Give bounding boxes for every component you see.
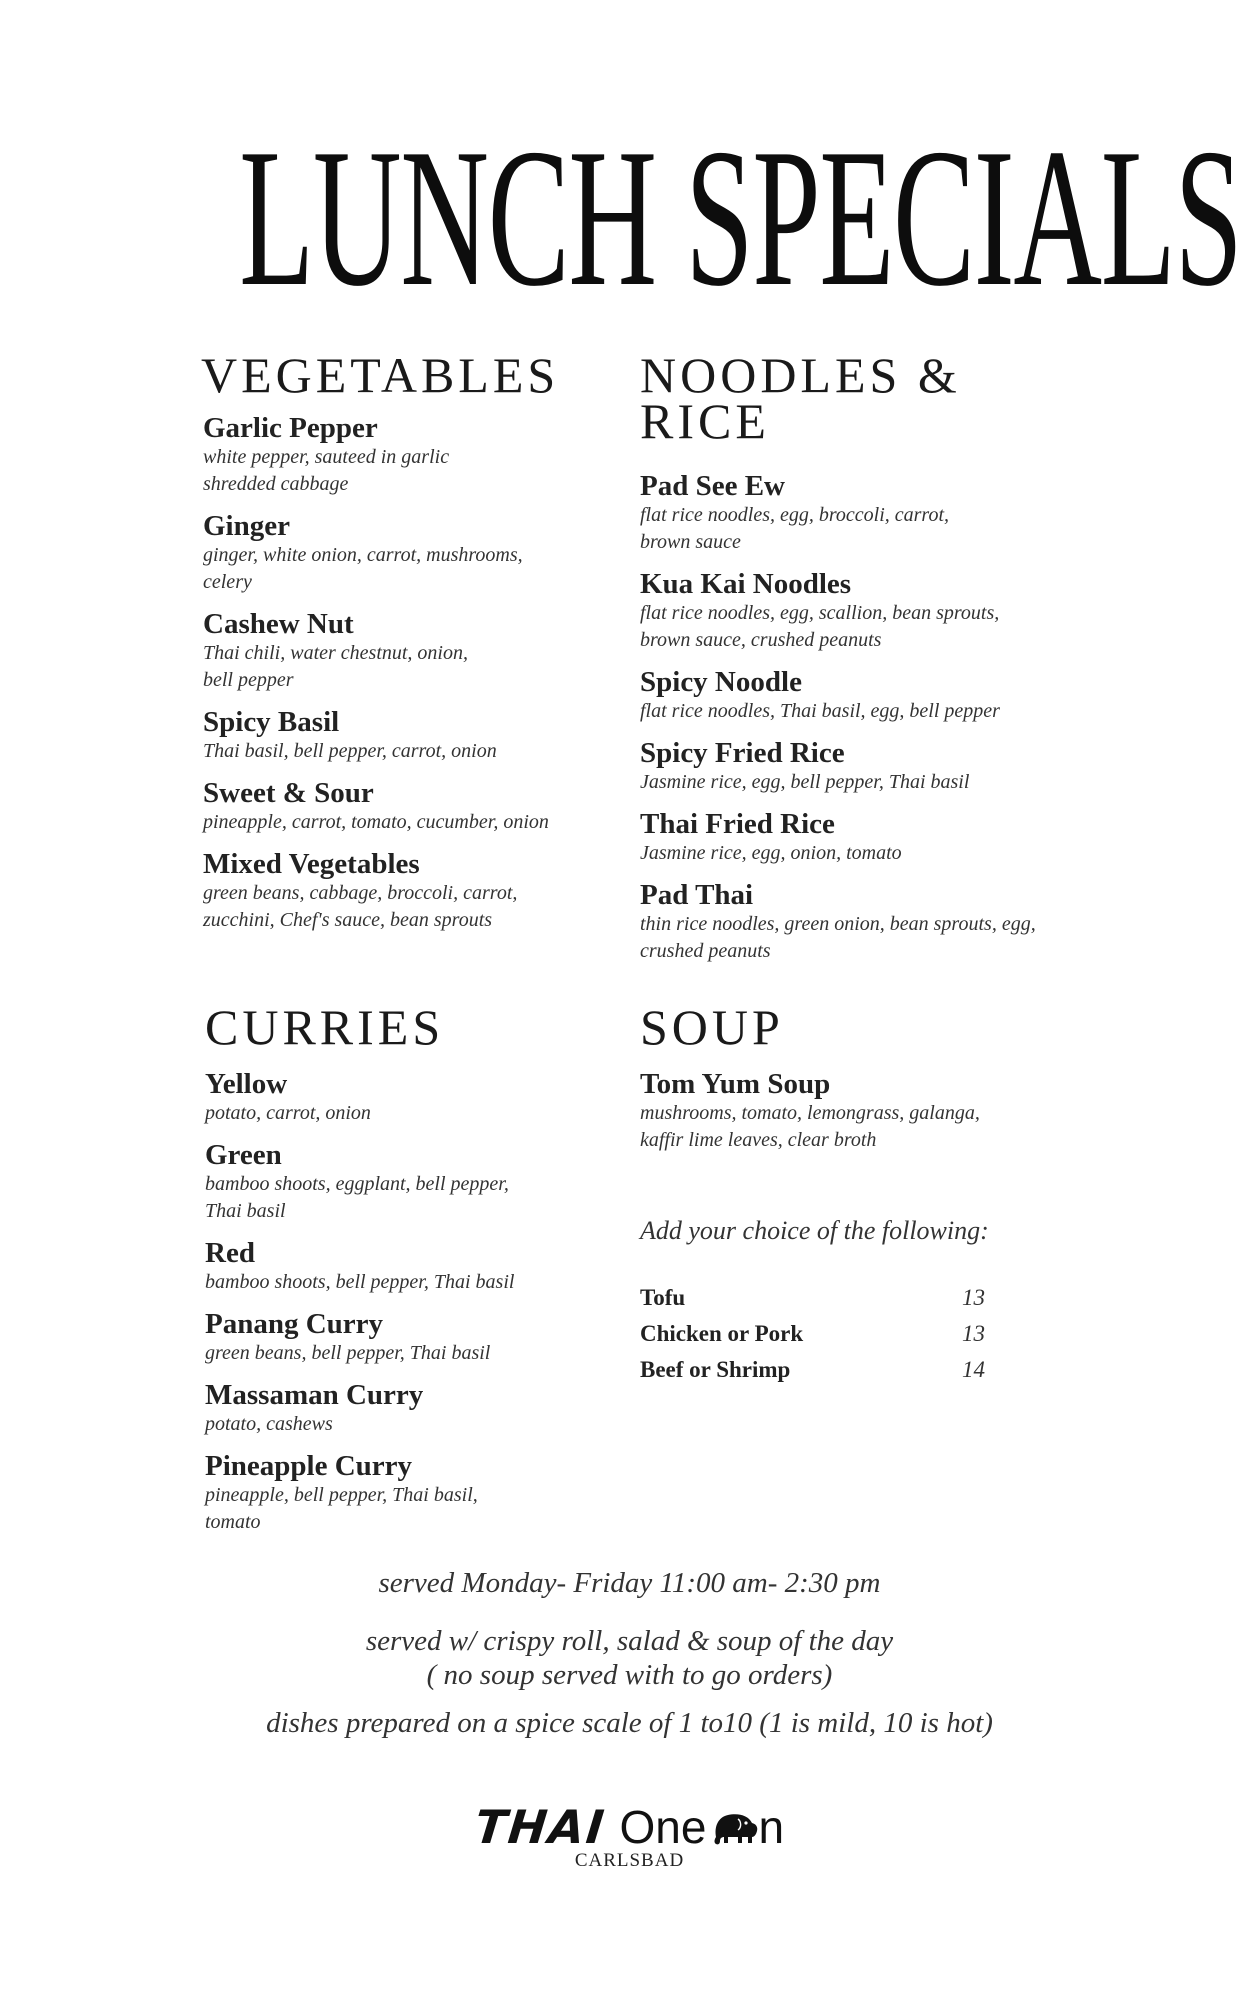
section-heading: VEGETABLES bbox=[201, 347, 560, 403]
menu-item-description: bamboo shoots, eggplant, bell pepper, Thai basil bbox=[205, 1173, 509, 1222]
section-heading: NOODLES & RICE bbox=[640, 347, 961, 449]
menu-item-description: flat rice noodles, egg, scallion, bean sprouts, brown sauce, crushed peanuts bbox=[640, 602, 1000, 651]
menu-item-description: pineapple, bell pepper, Thai basil, tomato bbox=[205, 1484, 478, 1533]
menu-item bbox=[640, 737, 1080, 796]
protein-name: Tofu bbox=[640, 1285, 686, 1310]
protein-price-row bbox=[640, 1352, 985, 1388]
menu-list bbox=[640, 1068, 1080, 1154]
menu-item bbox=[640, 879, 1080, 965]
protein-price-row bbox=[640, 1316, 985, 1352]
menu-list bbox=[640, 470, 1080, 965]
menu-item-name: Red bbox=[205, 1237, 255, 1269]
served-with-note: served w/ crispy roll, salad & soup of the day bbox=[365, 1625, 894, 1657]
menu-list bbox=[203, 412, 583, 934]
protein-name: Beef or Shrimp bbox=[640, 1357, 791, 1382]
menu-item bbox=[640, 1068, 1080, 1154]
section-heading: CURRIES bbox=[205, 999, 445, 1055]
menu-item bbox=[203, 848, 583, 934]
menu-item-name: Kua Kai Noodles bbox=[640, 568, 852, 600]
noodles-rice-section bbox=[640, 347, 1080, 977]
protein-name: Chicken or Pork bbox=[640, 1321, 804, 1346]
menu-item bbox=[640, 470, 1080, 556]
menu-item bbox=[205, 1237, 585, 1296]
menu-item-description: green beans, cabbage, broccoli, carrot, zucchini, Chef's sauce, bean sprouts bbox=[203, 882, 518, 931]
menu-item bbox=[205, 1068, 585, 1127]
menu-list bbox=[205, 1068, 585, 1536]
menu-item-name: Spicy Fried Rice bbox=[640, 737, 845, 769]
menu-item-description: ginger, white onion, carrot, mushrooms, celery bbox=[203, 544, 523, 593]
menu-item bbox=[205, 1308, 585, 1367]
menu-item bbox=[203, 412, 583, 498]
menu-item bbox=[640, 808, 1080, 867]
logo-location: CARLSBAD bbox=[574, 1850, 685, 1871]
protein-price-row bbox=[640, 1280, 985, 1316]
menu-item-name: Pineapple Curry bbox=[205, 1450, 413, 1482]
logo-thai: THAI bbox=[472, 1800, 609, 1854]
menu-item-name: Ginger bbox=[203, 510, 290, 542]
elephant-icon bbox=[708, 1807, 760, 1847]
menu-item bbox=[205, 1450, 585, 1536]
no-soup-note: ( no soup served with to go orders) bbox=[426, 1659, 833, 1691]
menu-item bbox=[640, 568, 1080, 654]
menu-item-description: green beans, bell pepper, Thai basil bbox=[205, 1342, 491, 1364]
menu-item-name: Pad Thai bbox=[640, 879, 754, 911]
menu-item-description: bamboo shoots, bell pepper, Thai basil bbox=[205, 1271, 515, 1293]
section-heading: SOUP bbox=[640, 999, 784, 1055]
menu-item bbox=[203, 706, 583, 765]
spice-scale-note: dishes prepared on a spice scale of 1 to10 (1 is mild, 10 is hot) bbox=[266, 1707, 993, 1739]
menu-item bbox=[640, 666, 1080, 725]
menu-item-description: potato, cashews bbox=[205, 1413, 333, 1435]
menu-item-name: Massaman Curry bbox=[205, 1379, 424, 1411]
soup-section bbox=[640, 999, 1080, 1388]
logo-wordmark bbox=[472, 1800, 785, 1854]
restaurant-logo bbox=[0, 1802, 1259, 1872]
protein-price: 14 bbox=[962, 1357, 985, 1382]
menu-item-name: Sweet & Sour bbox=[203, 777, 374, 809]
menu-item-name: Mixed Vegetables bbox=[203, 848, 420, 880]
protein-price: 13 bbox=[962, 1285, 985, 1310]
menu-item-description: flat rice noodles, Thai basil, egg, bell pepper bbox=[640, 700, 1000, 722]
menu-item-name: Yellow bbox=[205, 1068, 288, 1100]
menu-item-description: Thai chili, water chestnut, onion, bell pepper bbox=[203, 642, 468, 691]
menu-item-description: potato, carrot, onion bbox=[205, 1102, 371, 1124]
menu-item bbox=[205, 1139, 585, 1225]
menu-item-name: Thai Fried Rice bbox=[640, 808, 835, 840]
menu-item-name: Tom Yum Soup bbox=[640, 1068, 831, 1100]
menu-item-description: white pepper, sauteed in garlic shredded cabbage bbox=[203, 446, 450, 495]
hours-note: served Monday- Friday 11:00 am- 2:30 pm bbox=[378, 1567, 881, 1599]
menu-item-description: thin rice noodles, green onion, bean sprouts, egg, crushed peanuts bbox=[640, 913, 1036, 962]
menu-item-description: pineapple, carrot, tomato, cucumber, onion bbox=[203, 811, 549, 833]
menu-item-description: mushrooms, tomato, lemongrass, galanga, kaffir lime leaves, clear broth bbox=[640, 1102, 980, 1151]
vegetables-section bbox=[201, 347, 583, 946]
logo-one: One bbox=[619, 1801, 707, 1853]
page-title: LUNCH SPECIALS bbox=[239, 108, 1242, 327]
logo-on: n bbox=[758, 1801, 785, 1853]
menu-item-name: Spicy Noodle bbox=[640, 666, 802, 698]
menu-item bbox=[203, 608, 583, 694]
menu-item-name: Garlic Pepper bbox=[203, 412, 378, 444]
menu-item-description: Jasmine rice, egg, onion, tomato bbox=[640, 842, 902, 864]
protein-price: 13 bbox=[962, 1321, 985, 1346]
protein-price-list bbox=[640, 1280, 1080, 1388]
menu-item-description: Thai basil, bell pepper, carrot, onion bbox=[203, 740, 497, 762]
protein-choice-heading: Add your choice of the following: bbox=[640, 1216, 989, 1245]
menu-item-name: Panang Curry bbox=[205, 1308, 384, 1340]
menu-item-description: Jasmine rice, egg, bell pepper, Thai basil bbox=[640, 771, 970, 793]
menu-item bbox=[203, 777, 583, 836]
menu-item-name: Spicy Basil bbox=[203, 706, 340, 738]
menu-item bbox=[205, 1379, 585, 1438]
menu-item-name: Cashew Nut bbox=[203, 608, 354, 640]
menu-item-name: Pad See Ew bbox=[640, 470, 785, 502]
menu-item bbox=[203, 510, 583, 596]
curries-section bbox=[205, 999, 585, 1548]
menu-item-name: Green bbox=[205, 1139, 282, 1171]
menu-item-description: flat rice noodles, egg, broccoli, carrot, brown sauce bbox=[640, 504, 950, 553]
